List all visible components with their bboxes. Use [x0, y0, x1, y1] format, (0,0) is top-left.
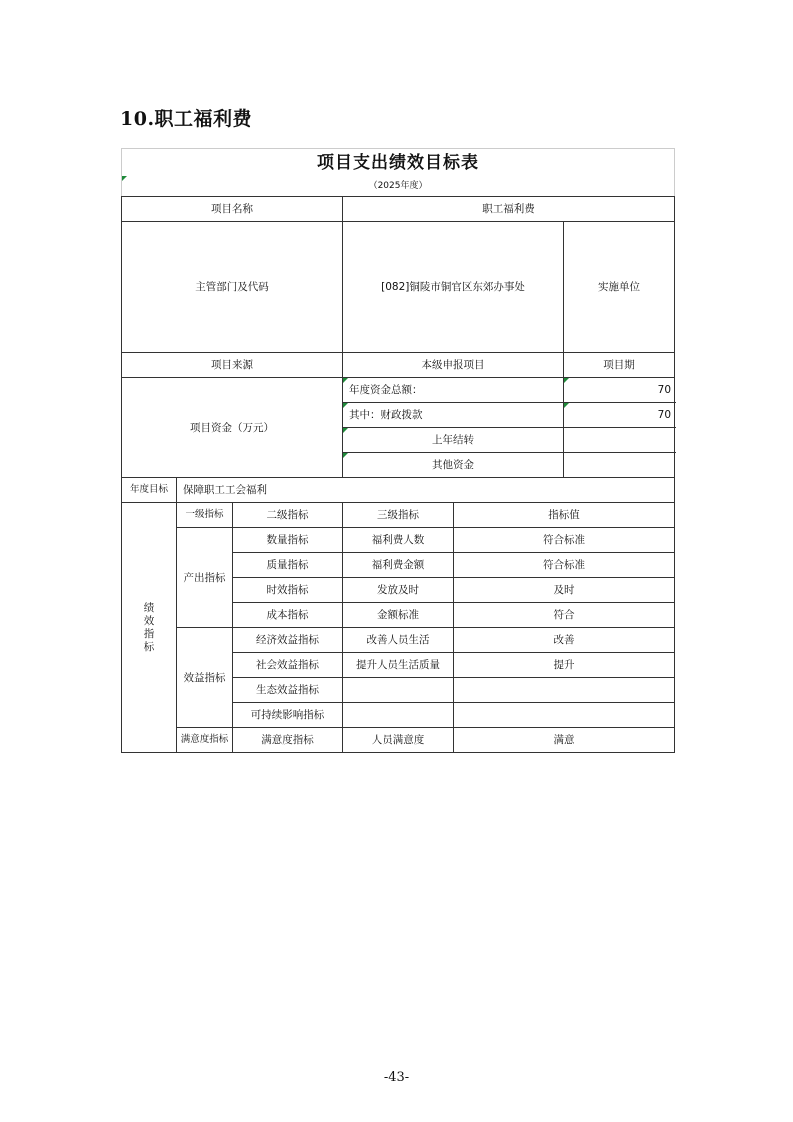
- funds-other-value: [564, 453, 675, 478]
- value-cell: [454, 678, 675, 703]
- annual-goal-value: 保障职工工会福利: [177, 478, 675, 503]
- source-value: 本级申报项目: [343, 353, 564, 378]
- level3-cell: 福利费人数: [343, 528, 454, 553]
- level3-cell: 改善人员生活: [343, 628, 454, 653]
- funds-fiscal-label: 其中：财政拨款: [343, 403, 564, 428]
- source-label: 项目来源: [122, 353, 343, 378]
- value-header: 指标值: [454, 503, 675, 528]
- funds-carry-label: 上年结转: [343, 428, 564, 453]
- level2-cell: 经济效益指标: [233, 628, 343, 653]
- performance-target-table: [121, 148, 675, 753]
- level3-cell: [343, 703, 454, 728]
- level2-cell: 数量指标: [233, 528, 343, 553]
- level2-cell: 满意度指标: [233, 728, 343, 753]
- level3-cell: 人员满意度: [343, 728, 454, 753]
- dept-value: [082]铜陵市铜官区东郊办事处: [343, 222, 564, 353]
- value-cell: 提升: [454, 653, 675, 678]
- level2-cell: 社会效益指标: [233, 653, 343, 678]
- output-label: 产出指标: [177, 528, 233, 628]
- funds-other-label: 其他资金: [343, 453, 564, 478]
- impl-label: 实施单位: [564, 222, 675, 353]
- page-number: -43-: [383, 1070, 410, 1085]
- benefit-label: 效益指标: [177, 628, 233, 728]
- level2-header: 二级指标: [233, 503, 343, 528]
- value-cell: 改善: [454, 628, 675, 653]
- level3-header: 三级指标: [343, 503, 454, 528]
- value-cell: 满意: [454, 728, 675, 753]
- level2-cell: 成本指标: [233, 603, 343, 628]
- period-label: 项目期: [564, 353, 675, 378]
- project-name-label: 项目名称: [122, 197, 343, 222]
- table-year: （2025年度）: [122, 176, 675, 197]
- level3-cell: 发放及时: [343, 578, 454, 603]
- value-cell: 符合标准: [454, 553, 675, 578]
- level3-cell: 金额标准: [343, 603, 454, 628]
- section-title: 10.职工福利费: [120, 108, 253, 130]
- funds-label: 项目资金（万元）: [122, 378, 343, 478]
- table-title: 项目支出绩效目标表: [122, 149, 675, 177]
- value-cell: [454, 703, 675, 728]
- level1-header: 一级指标: [177, 503, 233, 528]
- level3-cell: [343, 678, 454, 703]
- level2-cell: 质量指标: [233, 553, 343, 578]
- perf-label: 绩效指标: [122, 503, 177, 753]
- level3-cell: 提升人员生活质量: [343, 653, 454, 678]
- level2-cell: 可持续影响指标: [233, 703, 343, 728]
- value-cell: 符合标准: [454, 528, 675, 553]
- satisfaction-label: 满意度指标: [177, 728, 233, 753]
- value-cell: 符合: [454, 603, 675, 628]
- level3-cell: 福利费金额: [343, 553, 454, 578]
- funds-carry-value: [564, 428, 675, 453]
- funds-total-value: 70: [564, 378, 675, 403]
- funds-total-label: 年度资金总额：: [343, 378, 564, 403]
- value-cell: 及时: [454, 578, 675, 603]
- level2-cell: 生态效益指标: [233, 678, 343, 703]
- annual-goal-label: 年度目标: [122, 478, 177, 503]
- funds-fiscal-value: 70: [564, 403, 675, 428]
- project-name-value: 职工福利费: [343, 197, 675, 222]
- dept-label: 主管部门及代码: [122, 222, 343, 353]
- level2-cell: 时效指标: [233, 578, 343, 603]
